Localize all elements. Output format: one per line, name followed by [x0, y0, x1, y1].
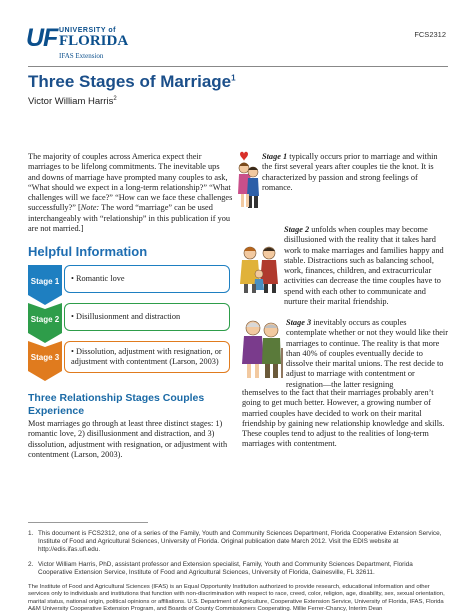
author-footnote-ref: 2: [113, 96, 117, 102]
helpful-stage-1: [28, 265, 236, 297]
header-divider: [28, 66, 448, 67]
three-stages-heading: Three Relationship Stages Couples Experience: [28, 392, 205, 417]
logo-university-text: UNIVERSITY of: [59, 27, 116, 34]
footnote-2: [28, 561, 448, 577]
stage-1-tag: [28, 265, 62, 305]
intro-paragraph: [28, 152, 233, 234]
author-line: [28, 96, 117, 107]
page-title: [28, 72, 236, 92]
uf-ifas-logo: [26, 24, 136, 60]
stage-3-description: [286, 318, 448, 390]
eeo-disclaimer: The Institute of Food and Agricultural Sciences (IFAS) is an Equal Opportunity Institution authorized to provide research, educational information and other services only to individuals and institutions that function with non-discrimination with respect to race, creed, color, religion, age, disability, sex, sexual orientation, marital status, national origin, political opinions or affiliations. U.S. Department of Agriculture, Cooperative Extension Service, University of Florida, IFAS, Florida A&M University Cooperative Extension Program, and Boards of County Commissioners Cooperating. Millie Ferrer-Chancy, Interim Dean: [28, 584, 445, 612]
stage-2-tag: [28, 303, 62, 343]
uf-logo-mark: UF: [26, 24, 58, 52]
title-text: Three Stages of Marriage: [28, 72, 232, 91]
stage-1-description: [262, 152, 448, 193]
helpful-stage-2: [28, 303, 236, 335]
elderly-couple-illustration: [240, 318, 284, 380]
stage-1-text: typically occurs prior to marriage and within the first several years after couples tie the knot. It is characterized by passion and strong feelings of romance.: [262, 152, 438, 192]
stage-3-tag: [28, 341, 62, 381]
footnote-1: [28, 530, 448, 554]
document-number: FCS2312: [414, 30, 446, 39]
footnotes: [28, 530, 448, 584]
helpful-stage-3: [28, 341, 236, 373]
footnote-2-number: 2.: [28, 561, 34, 568]
intro-note-label: Note:: [80, 203, 100, 213]
footnote-1-text: This document is FCS2312, one of a series of the Family, Youth and Community Sciences Department, Florida Cooperative Extension Service, Institute of Food and Agricultural Sciences, University of Florida. Original publication date March 2012. Visit the EDIS website at http://edis.ifas.ufl.edu.: [38, 530, 442, 553]
stage-1-box: • Romantic love: [64, 265, 230, 293]
title-footnote-ref: 1: [231, 73, 236, 83]
three-stages-paragraph: Most marriages go through at least three distinct stages: 1) romantic love, 2) disillusionment and distraction, and 3) dissolution, adjustment with resignation, or adjustment with contentment (Larson, 2003).: [28, 419, 228, 459]
romantic-couple-illustration: [236, 150, 260, 210]
intro-text-1: The majority of couples across America expect their marriages to be lifelong commitments. The inevitable ups and downs of marriage have prompted many couples to ask, “What should we expect in a long-term relationship?” “What challenges will we face?” “How can we face these challenges successfully?” [: [28, 152, 233, 213]
helpful-information-heading: Helpful Information: [28, 244, 148, 259]
footnote-divider: [28, 522, 148, 523]
author-name: Victor William Harris: [28, 96, 114, 108]
stage-2-description: [284, 225, 448, 307]
logo-florida-text: FLORIDA: [59, 33, 129, 49]
stage-2-label: Stage 2: [284, 225, 310, 234]
stage-3-tag-label: Stage 3: [30, 353, 60, 362]
footnote-1-number: 1.: [28, 530, 34, 537]
stage-3-box: • Dissolution, adjustment with resignation, or adjustment with contentment (Larson, 2003): [64, 341, 230, 373]
stage-1-label: Stage 1: [262, 152, 288, 161]
stage-3-label: Stage 3: [286, 318, 312, 327]
intro-text-2: The word “marriage” can be used interchangeably with “relationship” in this publication if you are not married.]: [28, 203, 231, 234]
stage-2-box: • Disillusionment and distraction: [64, 303, 230, 331]
family-illustration: [238, 244, 282, 294]
logo-ifas-text: IFAS Extension: [59, 52, 104, 60]
stage-1-tag-label: Stage 1: [30, 277, 60, 286]
stage-3-description-continued: themselves to the fact that their marriages probably aren’t going to get much better. However, a growing number of married couples have decided to work on their marital friendship by gaining new relationship knowledge and skills. These couples tend to adjust to the realities of long-term marriages with contentment.: [242, 388, 445, 449]
stage-3-text-a: inevitably occurs as couples contemplate whether or not they would like their marriages to continue. The reality is that more than 40% of couples eventually decide to dissolve their marital unions. The rest decide to adjust to marriage with contentment or resignation—the latter resigning: [286, 318, 448, 389]
stage-2-tag-label: Stage 2: [30, 315, 60, 324]
stage-2-text: unfolds when couples may become disillusioned with the reality that it takes hard work to make marriages and families happy and stable. Distractions such as balancing school, work, finances, children, and extracurricular activities can decrease the time couples have to spend with each other to communicate and nurture their marital friendship.: [284, 225, 444, 307]
footnote-2-text: Victor William Harris, PhD, assistant professor and Extension specialist, Family, Youth and Community Sciences Department, Florida Cooperative Extension Service, Institute of Food and Agricultural Sciences, University of Florida, Gainesville, FL 32611.: [38, 561, 413, 576]
